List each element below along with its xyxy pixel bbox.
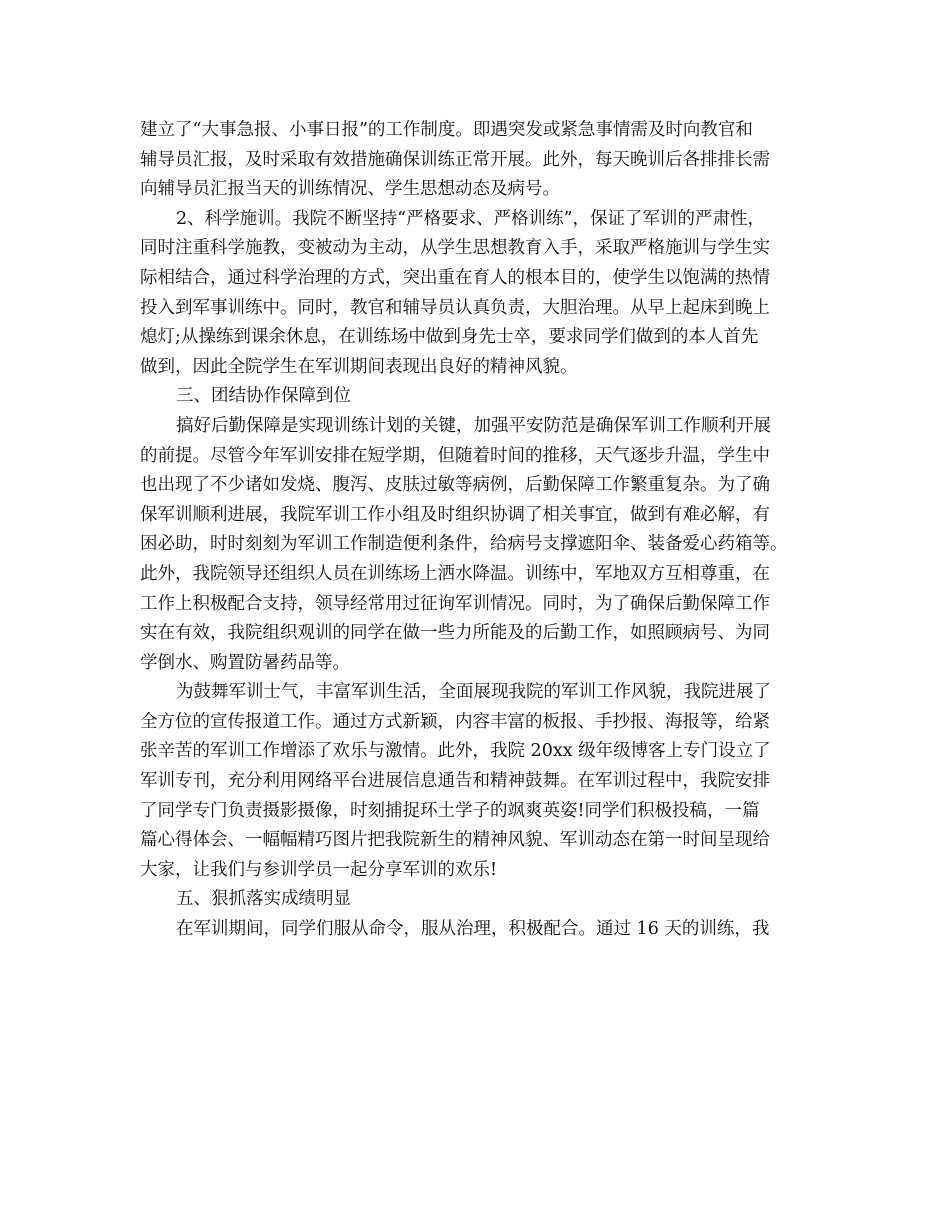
section-heading: 五、狠抓落实成绩明显 xyxy=(176,889,351,910)
text-line: 也出现了不少诸如发烧、腹泻、皮肤过敏等病例，后勤保障工作繁重复杂。为了确 xyxy=(140,475,770,496)
text-line: 辅导员汇报，及时采取有效措施确保训练正常开展。此外，每天晚训后各排排长需 xyxy=(140,149,770,170)
text-line: 篇心得体会、一幅幅精巧图片把我院新生的精神风貌、军训动态在第一时间呈现给 xyxy=(140,830,770,851)
text-line: 实在有效，我院组织观训的同学在做一些力所能及的后勤工作，如照顾病号、为同 xyxy=(140,623,770,644)
text-line: 军训专刊，充分利用网络平台进展信息通告和精神鼓舞。在军训过程中，我院安排 xyxy=(140,771,770,792)
paragraph-first-line: 搞好后勤保障是实现训练计划的关键，加强平安防范是确保军训工作顺利开展 xyxy=(176,415,771,436)
text-line: 的前提。尽管今年军训安排在短学期，但随着时间的推移，天气逐步升温，学生中 xyxy=(140,445,770,466)
text-line: 此外，我院领导还组织人员在训练场上洒水降温。训练中，军地双方互相尊重，在 xyxy=(140,563,770,584)
text-line: 全方位的宣传报道工作。通过方式新颖，内容丰富的板报、手抄报、海报等，给紧 xyxy=(140,711,770,732)
text-line: 做到，因此全院学生在军训期间表现出良好的精神风貌。 xyxy=(140,356,578,377)
text-line: 困必助，时时刻刻为军训工作制造便利条件，给病号支撑遮阳伞、装备爱心药箱等。 xyxy=(140,534,788,555)
section-heading: 三、团结协作保障到位 xyxy=(176,386,351,407)
text-line: 大家，让我们与参训学员一起分享军训的欢乐! xyxy=(140,859,498,880)
document-body xyxy=(140,116,830,945)
text-line: 投入到军事训练中。同时，教官和辅导员认真负责，大胆治理。从早上起床到晚上 xyxy=(140,297,770,318)
paragraph-first-line: 为鼓舞军训士气，丰富军训生活，全面展现我院的军训工作风貌，我院进展了 xyxy=(176,682,771,703)
text-line: 保军训顺利进展，我院军训工作小组及时组织协调了相关事宜，做到有难必解，有 xyxy=(140,504,770,525)
text-line: 学倒水、购置防暑药品等。 xyxy=(140,652,350,673)
text-line: 建立了“大事急报、小事日报”的工作制度。即遇突发或紧急事情需及时向教官和 xyxy=(140,120,753,140)
text-line: 熄灯;从操练到课余休息，在训练场中做到身先士卒，要求同学们做到的本人首先 xyxy=(140,327,759,348)
text-line: 工作上积极配合支持，领导经常用过征询军训情况。同时，为了确保后勤保障工作 xyxy=(140,593,770,614)
text-line: 向辅导员汇报当天的训练情况、学生思想动态及病号。 xyxy=(140,179,560,200)
text-line: 同时注重科学施教，变被动为主动，从学生思想教育入手，采取严格施训与学生实 xyxy=(140,238,770,259)
paragraph-first-line: 在军训期间，同学们服从命令，服从治理，积极配合。通过 16 天的训练，我 xyxy=(176,919,770,940)
text-line: 际相结合，通过科学治理的方式，突出重在育人的根本目的，使学生以饱满的热情 xyxy=(140,267,770,288)
text-line: 了同学专门负责摄影摄像，时刻捕捉环土学子的飒爽英姿!同学们积极投稿，一篇 xyxy=(140,800,760,821)
paragraph-first-line: 2、科学施训。我院不断坚持“严格要求、严格训练”，保证了军训的严肃性， xyxy=(176,208,766,229)
text-line: 张辛苦的军训工作增添了欢乐与激情。此外，我院 20xx 级年级博客上专门设立了 xyxy=(140,741,771,762)
